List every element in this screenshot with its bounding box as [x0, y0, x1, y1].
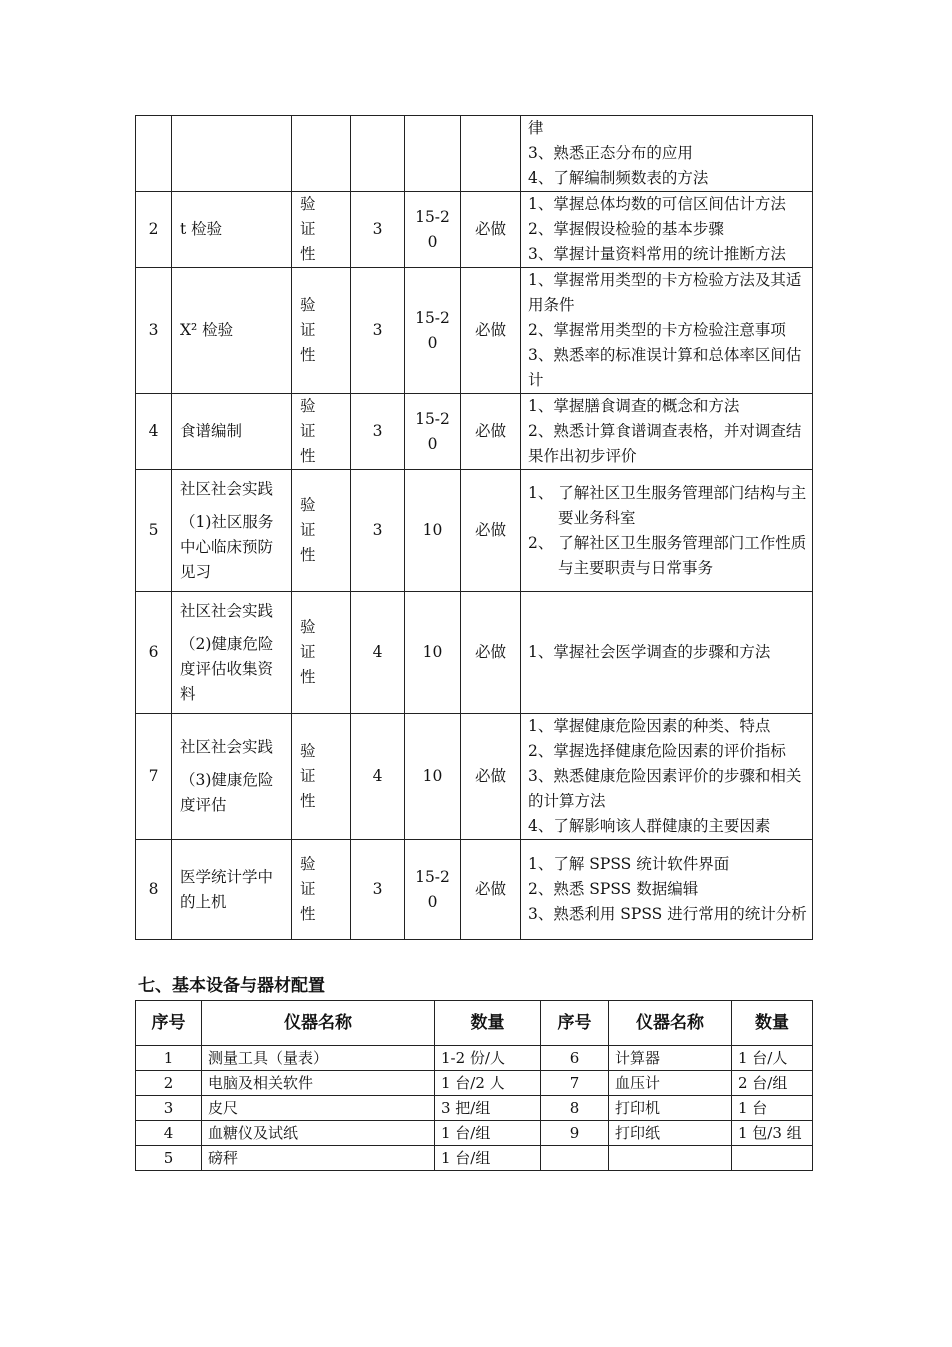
objective-line: 2、掌握选择健康危险因素的评价指标 [528, 742, 786, 760]
cell-group [405, 592, 461, 714]
cell-group [405, 714, 461, 840]
quantity: 1 台/人 [732, 1046, 813, 1071]
cell-type [292, 116, 351, 192]
equip-no: 8 [541, 1096, 609, 1121]
objective-line: 1、掌握膳食调查的概念和方法 [528, 397, 740, 415]
objective-line: 3、熟悉率的标准误计算和总体率区间估计 [528, 346, 802, 389]
cell-type [292, 192, 351, 268]
objective-line: 2、熟悉 SPSS 数据编辑 [528, 880, 699, 898]
experiment-name: 社区社会实践 [180, 479, 274, 498]
table-row [136, 840, 813, 940]
group-size: 10 [422, 643, 443, 661]
header-cell: 仪器名称 [202, 1001, 435, 1046]
required-flag: 必做 [474, 767, 506, 785]
objective-line: 1、掌握健康危险因素的种类、特点 [528, 717, 771, 735]
experiment-type: 验证性 [300, 742, 326, 810]
header-cell: 序号 [541, 1001, 609, 1046]
cell-no [136, 268, 172, 394]
quantity: 1-2 份/人 [435, 1046, 541, 1071]
header-cell: 数量 [435, 1001, 541, 1046]
cell-hours [351, 470, 405, 592]
table-row [136, 1096, 813, 1121]
cell-name [172, 116, 292, 192]
instrument-name: 皮尺 [202, 1096, 435, 1121]
group-size: 15-20 [415, 207, 450, 251]
cell-required [461, 116, 521, 192]
row-number: 3 [148, 321, 159, 339]
cell-no [136, 840, 172, 940]
cell-hours [351, 192, 405, 268]
equip-no: 2 [136, 1071, 202, 1096]
cell-name [172, 470, 292, 592]
table-row [136, 1146, 813, 1171]
table-row-continuation [136, 116, 813, 192]
objective-line: 2、熟悉计算食谱调查表格，并对调查结果作出初步评价 [528, 422, 802, 465]
cell-required [461, 268, 521, 394]
experiment-hours: 4 [372, 643, 383, 661]
cell-required [461, 714, 521, 840]
equip-no: 1 [136, 1046, 202, 1071]
experiment-name: （1)社区服务中心临床预防见习 [180, 512, 274, 581]
required-flag: 必做 [474, 880, 506, 898]
cell-hours [351, 268, 405, 394]
experiment-type: 验证性 [300, 195, 326, 263]
cell-hours [351, 116, 405, 192]
row-number: 7 [148, 767, 159, 785]
experiment-name: （2)健康危险度评估收集资料 [180, 634, 274, 703]
experiment-name: 食谱编制 [180, 422, 243, 440]
cell-type [292, 714, 351, 840]
cell-hours [351, 714, 405, 840]
instrument-name: 电脑及相关软件 [202, 1071, 435, 1096]
header-cell: 仪器名称 [609, 1001, 732, 1046]
table-row [136, 592, 813, 714]
cell-no [136, 592, 172, 714]
quantity: 1 台 [732, 1096, 813, 1121]
header-cell: 序号 [136, 1001, 202, 1046]
instrument-name: 血压计 [609, 1071, 732, 1096]
cell-required [461, 470, 521, 592]
experiment-hours: 3 [372, 220, 383, 238]
objective-line: 3、熟悉健康危险因素评价的步骤和相关的计算方法 [528, 767, 802, 810]
cell-required [461, 192, 521, 268]
group-size: 10 [422, 521, 443, 539]
instrument-name [609, 1146, 732, 1171]
cell-name [172, 394, 292, 470]
objective-line: 2、掌握假设检验的基本步骤 [528, 220, 724, 238]
equip-no: 9 [541, 1121, 609, 1146]
row-number: 5 [148, 521, 159, 539]
cell-group [405, 268, 461, 394]
cell-objectives [521, 840, 813, 940]
cell-objectives [521, 394, 813, 470]
experiment-type: 验证性 [300, 618, 326, 686]
objective-line: 4、了解影响该人群健康的主要因素 [528, 817, 771, 835]
cell-group [405, 116, 461, 192]
cell-hours [351, 840, 405, 940]
equip-no [541, 1146, 609, 1171]
equip-no: 7 [541, 1071, 609, 1096]
cell-no [136, 192, 172, 268]
objective-line: 3、熟悉利用 SPSS 进行常用的统计分析 [528, 905, 807, 923]
table-row [136, 394, 813, 470]
row-number: 6 [148, 643, 159, 661]
quantity: 1 台/2 人 [435, 1071, 541, 1096]
required-flag: 必做 [474, 643, 506, 661]
experiment-hours: 4 [372, 767, 383, 785]
objective-line: 1、了解 SPSS 统计软件界面 [528, 855, 730, 873]
group-size: 10 [422, 767, 443, 785]
group-size: 15-20 [415, 867, 450, 911]
objective-line: 4、了解编制频数表的方法 [528, 169, 709, 187]
table-row [136, 714, 813, 840]
table-row [136, 1121, 813, 1146]
group-size: 15-20 [415, 308, 450, 352]
table-row [136, 470, 813, 592]
table-row [136, 192, 813, 268]
row-number: 8 [148, 880, 159, 898]
experiment-hours: 3 [372, 521, 383, 539]
cell-group [405, 840, 461, 940]
objective-line: 律 [528, 119, 544, 137]
required-flag: 必做 [474, 422, 506, 440]
cell-objectives [521, 268, 813, 394]
quantity: 3 把/组 [435, 1096, 541, 1121]
quantity: 2 台/组 [732, 1071, 813, 1096]
experiment-type: 验证性 [300, 296, 326, 364]
cell-type [292, 394, 351, 470]
objective-line: 3、掌握计量资料常用的统计推断方法 [528, 245, 786, 263]
instrument-name: 磅秤 [202, 1146, 435, 1171]
cell-required [461, 592, 521, 714]
experiment-hours: 3 [372, 321, 383, 339]
cell-hours [351, 394, 405, 470]
table-header-row [136, 1001, 813, 1046]
required-flag: 必做 [474, 521, 506, 539]
cell-name [172, 714, 292, 840]
experiment-name: （3)健康危险度评估 [180, 771, 274, 814]
equip-no: 6 [541, 1046, 609, 1071]
quantity [732, 1146, 813, 1171]
experiment-type: 验证性 [300, 397, 326, 465]
cell-objectives [521, 714, 813, 840]
cell-group [405, 470, 461, 592]
cell-group [405, 394, 461, 470]
required-flag: 必做 [474, 321, 506, 339]
cell-group [405, 192, 461, 268]
experiment-type: 验证性 [300, 855, 326, 923]
table-row [136, 268, 813, 394]
cell-hours [351, 592, 405, 714]
objective-line: 3、熟悉正态分布的应用 [528, 144, 693, 162]
cell-no [136, 116, 172, 192]
objective-line: 1、掌握常用类型的卡方检验方法及其适用条件 [528, 271, 802, 314]
instrument-name: 血糖仪及试纸 [202, 1121, 435, 1146]
cell-objectives [521, 592, 813, 714]
objective-line: 1、掌握社会医学调查的步骤和方法 [528, 643, 771, 661]
experiment-name: 医学统计学中的上机 [180, 867, 274, 911]
row-number: 4 [148, 422, 159, 440]
cell-name [172, 592, 292, 714]
instrument-name: 打印纸 [609, 1121, 732, 1146]
instrument-name: 计算器 [609, 1046, 732, 1071]
cell-no [136, 714, 172, 840]
cell-required [461, 394, 521, 470]
cell-type [292, 470, 351, 592]
quantity: 1 台/组 [435, 1146, 541, 1171]
cell-objectives [521, 192, 813, 268]
objective-line: 1、 了解社区卫生服务管理部门结构与主要业务科室 [528, 483, 807, 527]
equip-no: 5 [136, 1146, 202, 1171]
header-cell: 数量 [732, 1001, 813, 1046]
objective-line: 1、掌握总体均数的可信区间估计方法 [528, 195, 786, 213]
equipment-table [135, 1000, 813, 1171]
experiment-table [135, 115, 813, 940]
objective-line: 2、掌握常用类型的卡方检验注意事项 [528, 321, 786, 339]
cell-no [136, 470, 172, 592]
experiment-name: 社区社会实践 [180, 738, 274, 756]
experiment-hours: 3 [372, 422, 383, 440]
cell-name [172, 268, 292, 394]
experiment-hours: 3 [372, 880, 383, 898]
cell-objectives [521, 116, 813, 192]
experiment-name: 社区社会实践 [180, 601, 274, 620]
experiment-type: 验证性 [300, 496, 326, 564]
section-title: 七、基本设备与器材配置 [138, 976, 325, 996]
objective-line: 2、 了解社区卫生服务管理部门工作性质与主要职责与日常事务 [528, 533, 807, 577]
cell-no [136, 394, 172, 470]
table-row [136, 1046, 813, 1071]
experiment-name: X² 检验 [180, 321, 234, 339]
row-number: 2 [148, 220, 159, 238]
quantity: 1 包/3 组 [732, 1121, 813, 1146]
group-size: 15-20 [415, 409, 450, 453]
cell-type [292, 268, 351, 394]
table-row [136, 1071, 813, 1096]
cell-required [461, 840, 521, 940]
cell-objectives [521, 470, 813, 592]
equip-no: 4 [136, 1121, 202, 1146]
equip-no: 3 [136, 1096, 202, 1121]
cell-type [292, 592, 351, 714]
quantity: 1 台/组 [435, 1121, 541, 1146]
cell-name [172, 192, 292, 268]
cell-type [292, 840, 351, 940]
experiment-name: t 检验 [180, 220, 223, 238]
required-flag: 必做 [474, 220, 506, 238]
instrument-name: 测量工具（量表） [202, 1046, 435, 1071]
cell-name [172, 840, 292, 940]
instrument-name: 打印机 [609, 1096, 732, 1121]
